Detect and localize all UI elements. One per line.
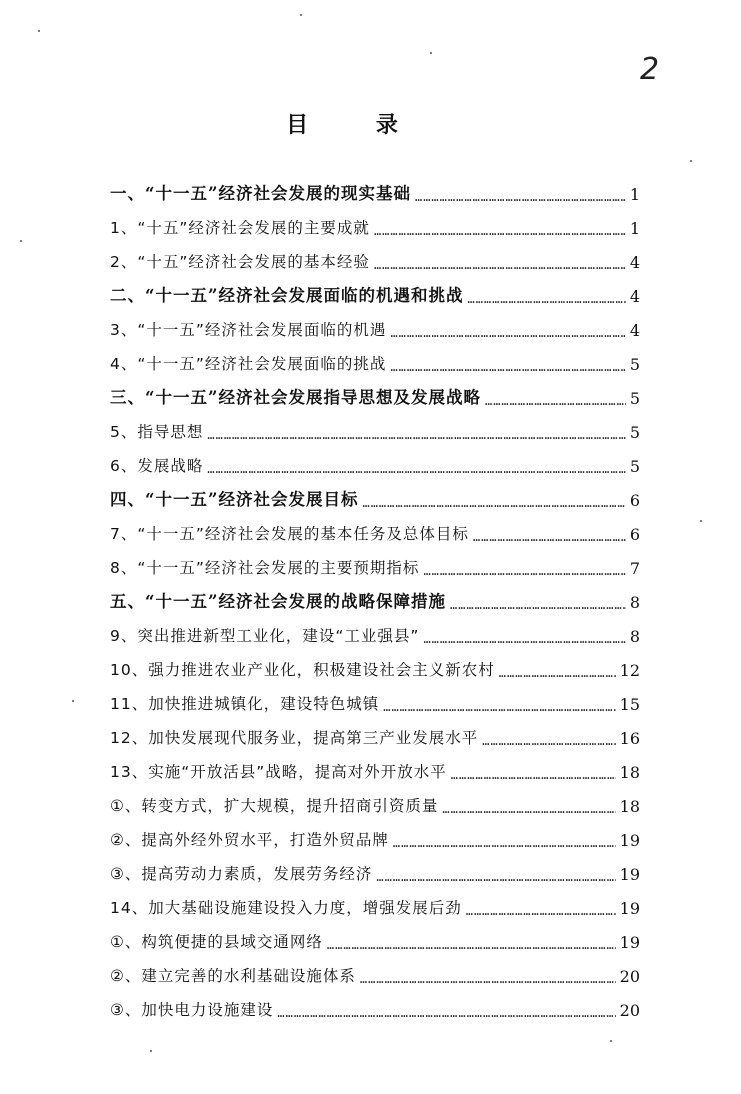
- toc-entry-page: 19: [619, 831, 640, 850]
- toc-entry: [110, 374, 640, 408]
- toc-entry: [110, 612, 640, 646]
- toc-leader-dots: [442, 802, 615, 816]
- toc-leader-dots: [393, 836, 616, 850]
- toc-entry-page: 8: [629, 593, 640, 612]
- toc-entry-page: 20: [619, 1001, 640, 1020]
- toc-entry-text: 11、加快推进城镇化，建设特色城镇: [110, 695, 380, 713]
- toc-entry: [110, 170, 640, 204]
- toc-entry: [110, 748, 640, 782]
- toc-entry-text: 三、“十一五”经济社会发展指导思想及发展战略: [110, 388, 481, 407]
- toc-entry-text: 3、“十一五”经济社会发展面临的机遇: [110, 321, 387, 339]
- toc-leader-dots: [383, 700, 615, 714]
- toc-leader-dots: [466, 904, 616, 918]
- toc-entry: [110, 476, 640, 510]
- toc-entry-page: 1: [629, 219, 640, 238]
- toc-entry-text: 9、突出推进新型工业化，建设“工业强县”: [110, 627, 420, 645]
- scan-speck: [150, 1050, 152, 1052]
- toc-entry-page: 4: [629, 287, 640, 306]
- toc-leader-dots: [362, 496, 625, 510]
- toc-entry-text: 5、指导思想: [110, 423, 204, 441]
- scan-speck: [700, 520, 702, 522]
- toc-leader-dots: [327, 938, 616, 952]
- toc-leader-dots: [499, 666, 616, 680]
- toc-entry-page: 15: [619, 695, 640, 714]
- toc-leader-dots: [423, 564, 625, 578]
- toc-entry-page: 6: [629, 491, 640, 510]
- toc-entry-page: 18: [619, 763, 640, 782]
- toc-entry-page: 4: [629, 253, 640, 272]
- toc-leader-dots: [467, 292, 625, 306]
- toc-entry-page: 20: [619, 967, 640, 986]
- toc-entry-text: 4、“十一五”经济社会发展面临的挑战: [110, 355, 387, 373]
- toc-entry-text: 五、“十一五”经济社会发展的战略保障措施: [110, 592, 446, 611]
- toc-entry: [110, 340, 640, 374]
- toc-leader-dots: [415, 190, 626, 204]
- toc-leader-dots: [374, 258, 626, 272]
- toc-entry-page: 18: [619, 797, 640, 816]
- toc-entry: [110, 884, 640, 918]
- toc-entry-page: 19: [619, 899, 640, 918]
- toc-entry: [110, 782, 640, 816]
- toc-entry-text: ①、转变方式，扩大规模，提升招商引资质量: [110, 797, 439, 815]
- toc-entry: [110, 680, 640, 714]
- toc-entry-page: 5: [629, 355, 640, 374]
- toc-entry-text: 12、加快发展现代服务业，提高第三产业发展水平: [110, 729, 479, 747]
- scan-speck: [690, 160, 692, 162]
- toc-leader-dots: [390, 360, 625, 374]
- toc-leader-dots: [360, 972, 616, 986]
- toc-entry: [110, 272, 640, 306]
- toc-entry: [110, 306, 640, 340]
- toc-entry: [110, 442, 640, 476]
- toc-entry-text: 一、“十一五”经济社会发展的现实基础: [110, 184, 411, 203]
- scan-speck: [38, 30, 40, 32]
- toc-entry: [110, 850, 640, 884]
- page-title: 目 录: [286, 112, 428, 138]
- toc-leader-dots: [207, 428, 625, 442]
- toc-leader-dots: [390, 326, 625, 340]
- toc-entry: [110, 918, 640, 952]
- toc-entry-page: 4: [629, 321, 640, 340]
- toc-entry-text: 7、“十一五”经济社会发展的基本任务及总体目标: [110, 525, 469, 543]
- scan-speck: [610, 1040, 612, 1042]
- toc-entry-text: ③、加快电力设施建设: [110, 1001, 274, 1019]
- toc-entry: [110, 952, 640, 986]
- toc-entry-page: 8: [629, 627, 640, 646]
- toc-leader-dots: [473, 530, 626, 544]
- toc-entry-text: ②、提高外经外贸水平，打造外贸品牌: [110, 831, 389, 849]
- handwritten-page-number: 2: [640, 52, 660, 87]
- toc-entry: [110, 408, 640, 442]
- scan-speck: [20, 240, 22, 242]
- toc-entry: [110, 204, 640, 238]
- toc-entry-text: 8、“十一五”经济社会发展的主要预期指标: [110, 559, 420, 577]
- toc-entry: [110, 510, 640, 544]
- toc-entry-text: 四、“十一五”经济社会发展目标: [110, 490, 359, 509]
- toc-entry-text: 1、“十五”经济社会发展的主要成就: [110, 219, 370, 237]
- toc-entry-text: ①、构筑便捷的县域交通网络: [110, 933, 323, 951]
- toc-leader-dots: [450, 598, 626, 612]
- toc-entry-text: 6、发展战略: [110, 457, 204, 475]
- toc-entry: [110, 714, 640, 748]
- scan-speck: [72, 700, 74, 702]
- toc-entry: [110, 986, 640, 1020]
- toc-entry-text: 14、加大基础设施建设投入力度，增强发展后劲: [110, 899, 462, 917]
- toc-entry-text: ②、建立完善的水利基础设施体系: [110, 967, 356, 985]
- toc-entry-page: 12: [619, 661, 640, 680]
- toc-entry-text: 13、实施“开放活县”战略，提高对外开放水平: [110, 763, 447, 781]
- toc-leader-dots: [376, 870, 615, 884]
- toc-entry: [110, 238, 640, 272]
- toc-entry-page: 1: [629, 185, 640, 204]
- toc-entry-text: 二、“十一五”经济社会发展面临的机遇和挑战: [110, 286, 464, 305]
- scan-speck: [300, 14, 302, 16]
- toc-entry-page: 16: [619, 729, 640, 748]
- table-of-contents: [110, 170, 640, 1020]
- toc-entry: [110, 816, 640, 850]
- toc-entry-page: 5: [629, 457, 640, 476]
- toc-entry-page: 5: [629, 423, 640, 442]
- toc-leader-dots: [423, 632, 625, 646]
- toc-entry-page: 6: [629, 525, 640, 544]
- scan-speck: [430, 52, 432, 54]
- toc-entry: [110, 544, 640, 578]
- toc-entry-text: ③、提高劳动力素质，发展劳务经济: [110, 865, 373, 883]
- toc-entry: [110, 578, 640, 612]
- toc-entry-page: 19: [619, 865, 640, 884]
- toc-leader-dots: [482, 734, 615, 748]
- toc-entry-text: 10、强力推进农业产业化，积极建设社会主义新农村: [110, 661, 495, 679]
- toc-leader-dots: [277, 1006, 615, 1020]
- toc-entry-page: 5: [629, 389, 640, 408]
- toc-entry: [110, 646, 640, 680]
- toc-leader-dots: [451, 768, 616, 782]
- toc-leader-dots: [485, 394, 626, 408]
- toc-leader-dots: [207, 462, 625, 476]
- toc-leader-dots: [374, 224, 626, 238]
- toc-entry-page: 7: [629, 559, 640, 578]
- toc-entry-page: 19: [619, 933, 640, 952]
- toc-entry-text: 2、“十五”经济社会发展的基本经验: [110, 253, 370, 271]
